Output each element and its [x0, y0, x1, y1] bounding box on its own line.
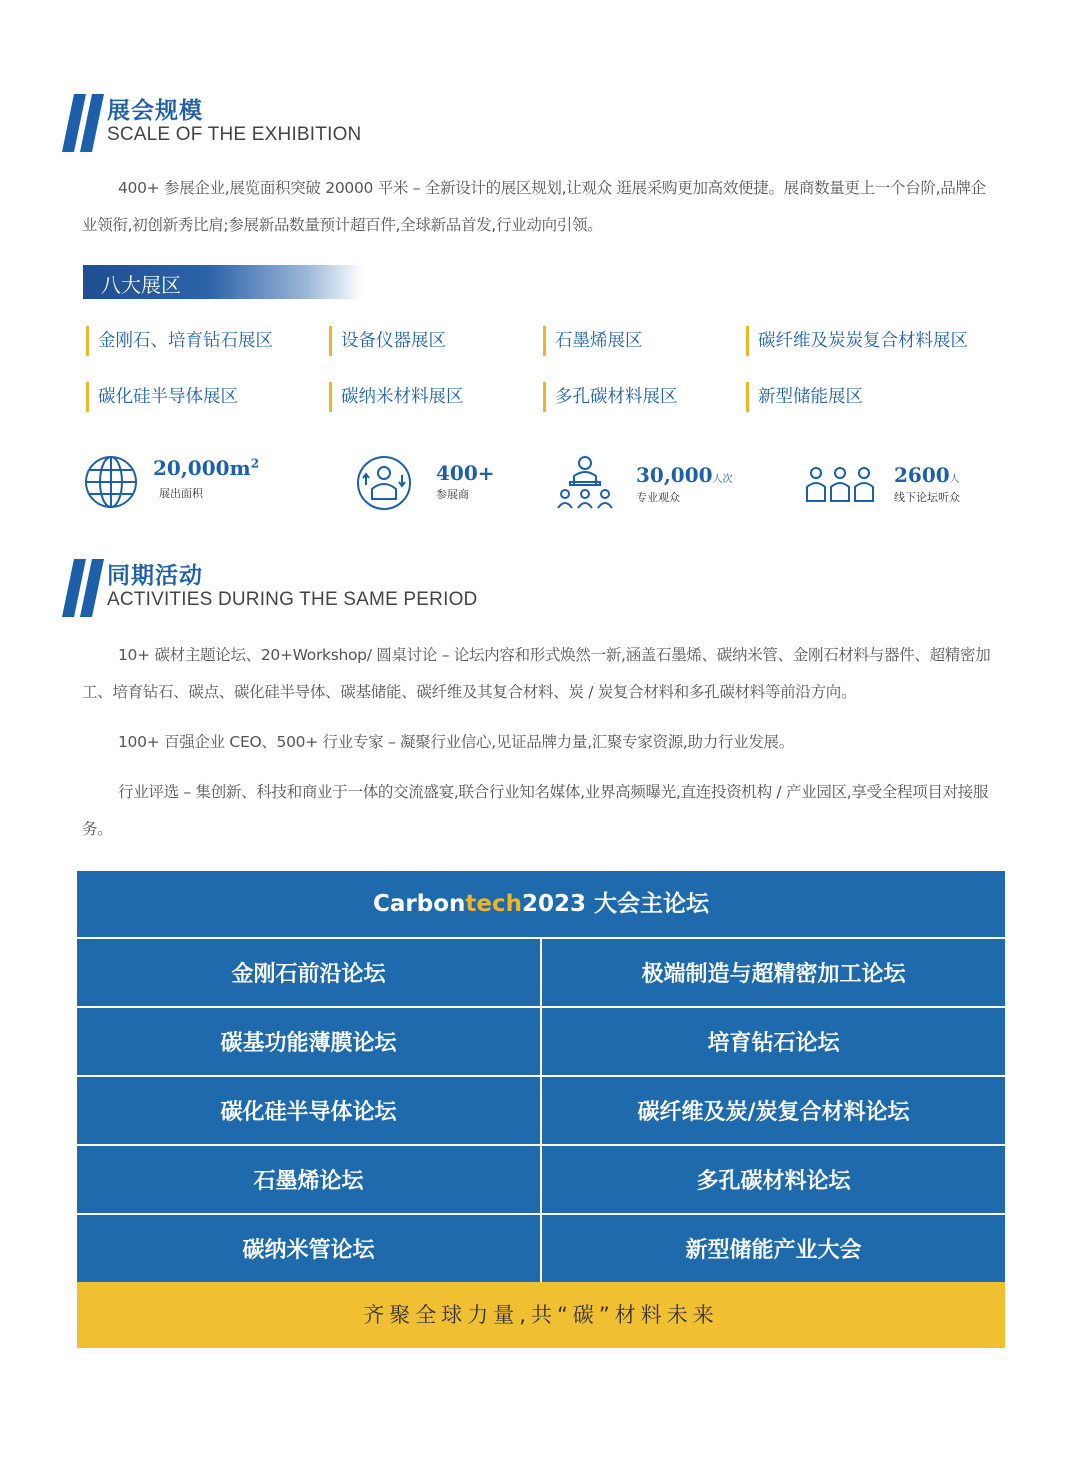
forum-row — [77, 939, 1005, 1008]
forum-cell: 新型储能产业大会 — [540, 1215, 1005, 1282]
forum-cell: 碳基功能薄膜论坛 — [77, 1008, 540, 1075]
forum-table-title: Carbontech2023 大会主论坛 — [77, 871, 1005, 939]
scale-section-header — [62, 94, 662, 154]
scale-title-en: SCALE OF THE EXHIBITION — [107, 124, 362, 145]
forum-row — [77, 1077, 1005, 1146]
exhibitor-icon — [356, 455, 412, 511]
forum-audience-icon — [805, 465, 875, 503]
forum-cell: 多孔碳材料论坛 — [540, 1146, 1005, 1213]
scale-title-cn: 展会规模 — [107, 98, 203, 124]
activities-title-en: ACTIVITIES DURING THE SAME PERIOD — [107, 589, 478, 610]
forum-row — [77, 1215, 1005, 1282]
double-slash-icon — [62, 559, 106, 617]
zone-item: 设备仪器展区 — [329, 326, 446, 356]
stat-visitors-value: 30,000人次 — [636, 463, 733, 487]
scale-paragraph: 400+ 参展企业,展览面积突破 20000 平米 – 全新设计的展区规划,让观众 逛展采购更加高效便捷。展商数量更上一个台阶,品牌企业领衔,初创新秀比肩;参展新品数量预计超百件,全球新品首发,行业动向引领。 — [82, 179, 986, 234]
stat-exhibitors-label: 参展商 — [436, 488, 469, 501]
stat-visitors-label: 专业观众 — [636, 491, 680, 504]
forum-cell: 金刚石前沿论坛 — [77, 939, 540, 1006]
activities-paragraph-1: 10+ 碳材主题论坛、20+Workshop/ 圆桌讨论 – 论坛内容和形式焕然一新,涵盖石墨烯、碳纳米管、金刚石材料与器件、超精密加工、培育钻石、碳点、碳化硅半导体、碳基储能、碳纤维及其复合材料、炭 / 炭复合材料和多孔碳材料等前沿方向。 — [82, 646, 991, 701]
globe-icon — [84, 455, 138, 509]
zone-item: 多孔碳材料展区 — [543, 382, 678, 412]
forum-cell: 极端制造与超精密加工论坛 — [540, 939, 1005, 1006]
double-slash-icon — [62, 94, 106, 152]
zone-item: 金刚石、培育钻石展区 — [86, 326, 273, 356]
forum-cell: 碳化硅半导体论坛 — [77, 1077, 540, 1144]
zone-item: 石墨烯展区 — [543, 326, 643, 356]
zone-item: 碳化硅半导体展区 — [86, 382, 238, 412]
forum-cell: 碳纳米管论坛 — [77, 1215, 540, 1282]
zone-item: 新型储能展区 — [746, 382, 863, 412]
forum-cell: 培育钻石论坛 — [540, 1008, 1005, 1075]
stat-forum-value: 2600人 — [894, 463, 960, 487]
stat-forum-label: 线下论坛听众 — [894, 491, 960, 504]
activities-title-cn: 同期活动 — [107, 563, 203, 589]
forum-cell: 碳纤维及炭/炭复合材料论坛 — [540, 1077, 1005, 1144]
stat-area-value: $20,000m^2$ — [153, 456, 260, 480]
forum-row — [77, 1008, 1005, 1077]
zone-item: 碳纳米材料展区 — [329, 382, 464, 412]
stat-exhibitors-value: 400+ — [436, 461, 495, 485]
forum-slogan: 齐聚全球力量,共“碳”材料未来 — [77, 1282, 1005, 1348]
stat-area-label: 展出面积 — [159, 487, 203, 500]
main-forum-table — [77, 871, 1005, 1348]
audience-icon — [556, 454, 614, 510]
activities-paragraph-2: 100+ 百强企业 CEO、500+ 行业专家 – 凝聚行业信心,见证品牌力量,汇聚专家资源,助力行业发展。 — [118, 733, 794, 751]
zones-banner-label: 八大展区 — [101, 273, 181, 297]
activities-paragraph-3: 行业评选 – 集创新、科技和商业于一体的交流盛宴,联合行业知名媒体,业界高频曝光,直连投资机构 / 产业园区,享受全程项目对接服务。 — [82, 783, 989, 838]
forum-row — [77, 1146, 1005, 1215]
forum-cell: 石墨烯论坛 — [77, 1146, 540, 1213]
activities-section-header — [62, 559, 662, 619]
zones-banner — [83, 265, 363, 299]
zone-item: 碳纤维及炭炭复合材料展区 — [746, 326, 968, 356]
